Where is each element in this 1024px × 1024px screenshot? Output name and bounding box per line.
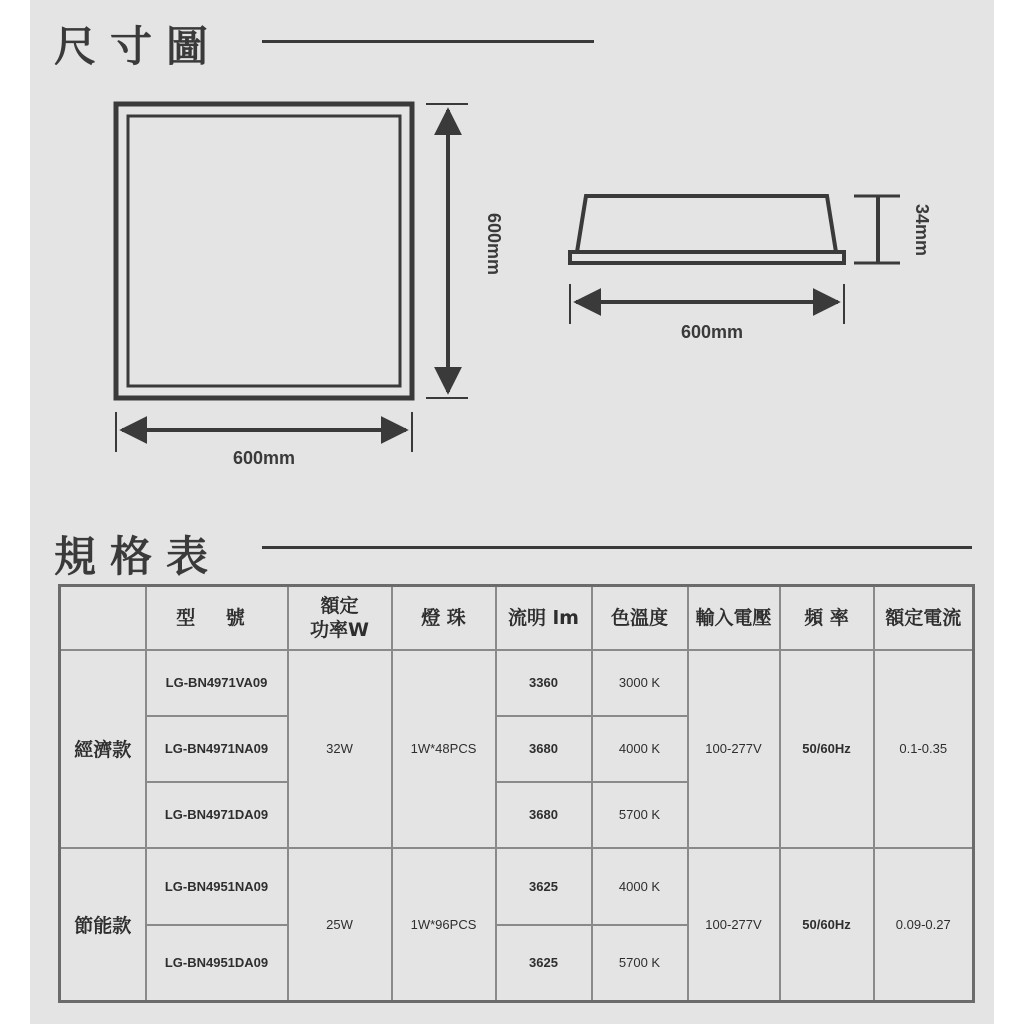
header-power-line1: 額定 [320, 594, 359, 617]
header-beads: 燈 珠 [392, 586, 496, 650]
lumen-cell: 3680 [496, 716, 592, 782]
lumen-cell: 3625 [496, 848, 592, 925]
lumen-cell: 3680 [496, 782, 592, 848]
voltage-cell: 100-277V [688, 650, 780, 848]
front-height-dimension [426, 104, 504, 398]
beads-cell: 1W*48PCS [392, 650, 496, 848]
dimension-drawing [30, 0, 994, 520]
power-cell: 32W [288, 650, 392, 848]
side-height-label: 34mm [912, 203, 932, 257]
front-width-label: 600mm [232, 448, 296, 468]
header-empty [60, 586, 146, 650]
front-view-panel [116, 104, 412, 398]
header-lumen: 流明 lm [496, 586, 592, 650]
spec-sheet-page [30, 0, 994, 1024]
header-input-voltage: 輸入電壓 [688, 586, 780, 650]
header-power-line2: 功率W [310, 618, 369, 641]
side-height-dimension [854, 196, 932, 263]
header-rated-current: 額定電流 [874, 586, 974, 650]
spec-table [58, 584, 975, 1003]
specs-title-rule [262, 546, 972, 549]
current-cell: 0.1-0.35 [874, 650, 974, 848]
voltage-cell: 100-277V [688, 848, 780, 1002]
header-power [288, 586, 392, 650]
lumen-cell: 3360 [496, 650, 592, 716]
model-cell: LG-BN4951DA09 [146, 925, 288, 1002]
color-temp-cell: 5700 K [592, 925, 688, 1002]
header-color-temp: 色溫度 [592, 586, 688, 650]
specs-title: 規格表 [54, 532, 223, 581]
color-temp-cell: 3000 K [592, 650, 688, 716]
power-cell: 25W [288, 848, 392, 1002]
front-height-label: 600mm [484, 212, 504, 276]
beads-cell: 1W*96PCS [392, 848, 496, 1002]
color-temp-cell: 5700 K [592, 782, 688, 848]
header-frequency: 頻 率 [780, 586, 874, 650]
model-cell: LG-BN4951NA09 [146, 848, 288, 925]
side-view-profile [570, 196, 844, 263]
group-name-economy: 經濟款 [60, 650, 146, 848]
lumen-cell: 3625 [496, 925, 592, 1002]
color-temp-cell: 4000 K [592, 848, 688, 925]
frequency-cell: 50/60Hz [780, 848, 874, 1002]
current-cell: 0.09-0.27 [874, 848, 974, 1002]
side-width-dimension [570, 284, 844, 342]
frequency-cell: 50/60Hz [780, 650, 874, 848]
front-width-dimension [116, 412, 412, 468]
header-model: 型 號 [146, 586, 288, 650]
model-cell: LG-BN4971NA09 [146, 716, 288, 782]
table-row [60, 650, 974, 716]
color-temp-cell: 4000 K [592, 716, 688, 782]
dimensions-title: 尺寸圖 [54, 22, 223, 71]
model-cell: LG-BN4971VA09 [146, 650, 288, 716]
table-header-row [60, 586, 974, 650]
table-row [60, 848, 974, 925]
side-width-label: 600mm [680, 322, 744, 342]
group-name-energy-saving: 節能款 [60, 848, 146, 1002]
model-cell: LG-BN4971DA09 [146, 782, 288, 848]
